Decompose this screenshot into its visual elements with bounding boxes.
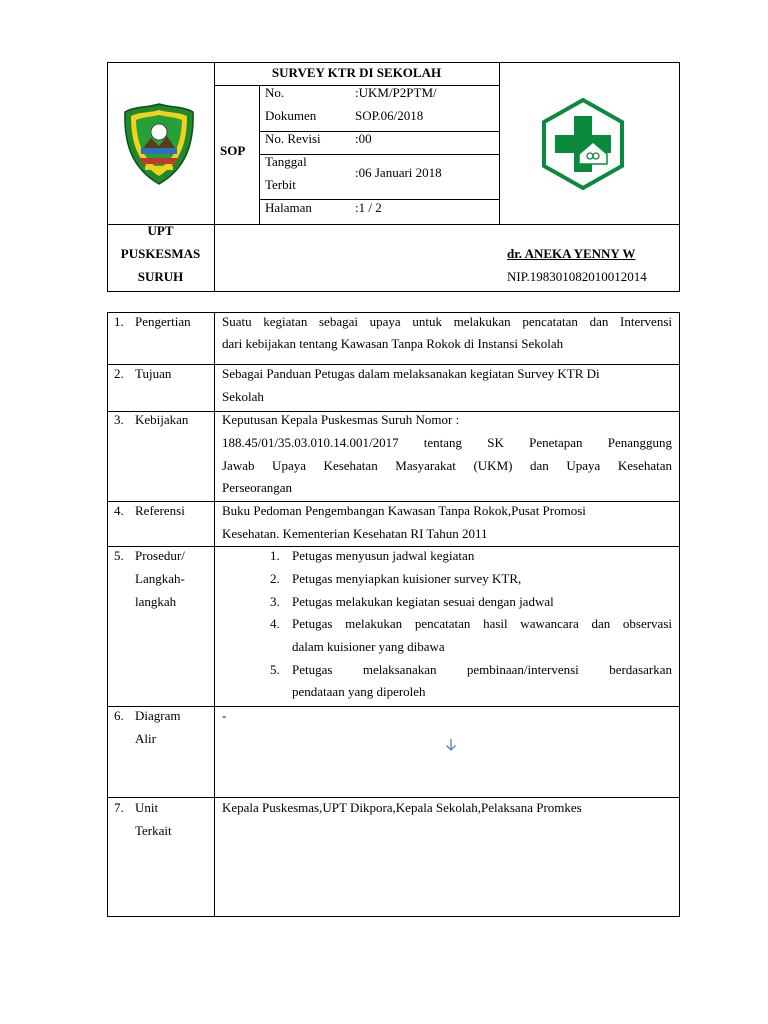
section-number: 6. — [114, 708, 124, 723]
section-label: Terkait — [135, 823, 172, 838]
step-number: 5. — [270, 662, 280, 677]
org-name-line-2: PUSKESMAS — [120, 246, 201, 261]
sop-label: SOP — [220, 143, 246, 158]
section-content-line: Kepala Puskesmas,UPT Dikpora,Kepala Sekolah,Pelaksana Promkes — [222, 800, 582, 815]
row-divider-6 — [107, 797, 680, 798]
section-content-line: dari kebijakan tentang Kawasan Tanpa Rokok di Instansi Sekolah — [222, 336, 564, 351]
section-label: Unit — [135, 800, 159, 815]
section-content-line: 188.45/01/35.03.010.14.001/2017 tentang SK Penetapan Penanggung — [222, 435, 672, 450]
row-divider-5 — [107, 706, 680, 707]
section-label: Langkah- — [135, 571, 185, 586]
section-number: 2. — [114, 366, 124, 381]
section-label: Tujuan — [135, 366, 172, 381]
revision-value: :00 — [355, 131, 372, 146]
section-number: 1. — [114, 314, 124, 329]
org-name-line-1: UPT — [147, 223, 174, 238]
step-text: Petugas menyiapkan kuisioner survey KTR, — [292, 571, 522, 586]
step-number: 4. — [270, 616, 280, 631]
puskesmas-cross-logo-icon — [541, 98, 625, 190]
step-number: 1. — [270, 548, 280, 563]
doc-number-label: No. — [265, 85, 285, 100]
step-text: Petugas melakukan pencatatan hasil wawancara dan observasi — [292, 616, 672, 631]
issue-date-value: :06 Januari 2018 — [355, 165, 442, 180]
content-table — [107, 312, 680, 917]
section-number: 7. — [114, 800, 124, 815]
section-label: Alir — [135, 731, 156, 746]
doc-number-value: :UKM/P2PTM/ — [355, 85, 437, 100]
section-content-line: Buku Pedoman Pengembangan Kawasan Tanpa Rokok,Pusat Promosi — [222, 503, 586, 518]
step-number: 2. — [270, 571, 280, 586]
section-label: Prosedur/ — [135, 548, 185, 563]
step-text: Petugas menyusun jadwal kegiatan — [292, 548, 475, 563]
arrow-down-icon — [444, 738, 458, 752]
header-divider-right — [499, 62, 500, 224]
section-number: 5. — [114, 548, 124, 563]
signer-nip: NIP.198301082010012014 — [507, 269, 647, 284]
issue-date-label: Tanggal — [265, 154, 307, 169]
step-text: Petugas melakukan kegiatan sesuai dengan jadwal — [292, 594, 554, 609]
step-text: Petugas melaksanakan pembinaan/intervensi berdasarkan — [292, 662, 672, 677]
step-number: 3. — [270, 594, 280, 609]
page-value: :1 / 2 — [355, 200, 382, 215]
document-title: SURVEY KTR DI SEKOLAH — [271, 65, 442, 80]
section-label: Diagram — [135, 708, 181, 723]
section-label: langkah — [135, 594, 177, 609]
header-divider-left — [214, 62, 215, 292]
regency-emblem-icon — [121, 102, 197, 186]
revision-label: No. Revisi — [265, 131, 321, 146]
content-column-divider — [214, 312, 215, 917]
row-divider-3 — [107, 501, 680, 502]
section-content-line: Perseorangan — [222, 480, 293, 495]
section-label: Pengertian — [135, 314, 191, 329]
org-name-line-3: SURUH — [137, 269, 184, 284]
step-text: pendataan yang diperoleh — [292, 684, 426, 699]
doc-number-label-2: Dokumen — [265, 108, 317, 123]
issue-date-label-2: Terbit — [265, 177, 296, 192]
section-content-line: Suatu kegiatan sebagai upaya untuk melakukan pencatatan dan Intervensi — [222, 314, 672, 329]
section-content-line: Keputusan Kepala Puskesmas Suruh Nomor : — [222, 412, 460, 427]
section-content-line: - — [222, 708, 227, 723]
section-number: 4. — [114, 503, 124, 518]
section-content-line: Sebagai Panduan Petugas dalam melaksanakan kegiatan Survey KTR Di — [222, 366, 600, 381]
section-label: Referensi — [135, 503, 185, 518]
signer-name: dr. ANEKA YENNY W — [507, 246, 636, 261]
page-label: Halaman — [265, 200, 312, 215]
section-content-line: Sekolah — [222, 389, 264, 404]
step-text: dalam kuisioner yang dibawa — [292, 639, 445, 654]
section-content-line: Kesehatan. Kementerian Kesehatan RI Tahun 2011 — [222, 526, 488, 541]
section-number: 3. — [114, 412, 124, 427]
section-label: Kebijakan — [135, 412, 189, 427]
row-divider-1 — [107, 364, 680, 365]
section-content-line: Jawab Upaya Kesehatan Masyarakat (UKM) dan Upaya Kesehatan — [222, 458, 672, 473]
row-divider-4 — [107, 546, 680, 547]
doc-number-value-2: SOP.06/2018 — [355, 108, 424, 123]
